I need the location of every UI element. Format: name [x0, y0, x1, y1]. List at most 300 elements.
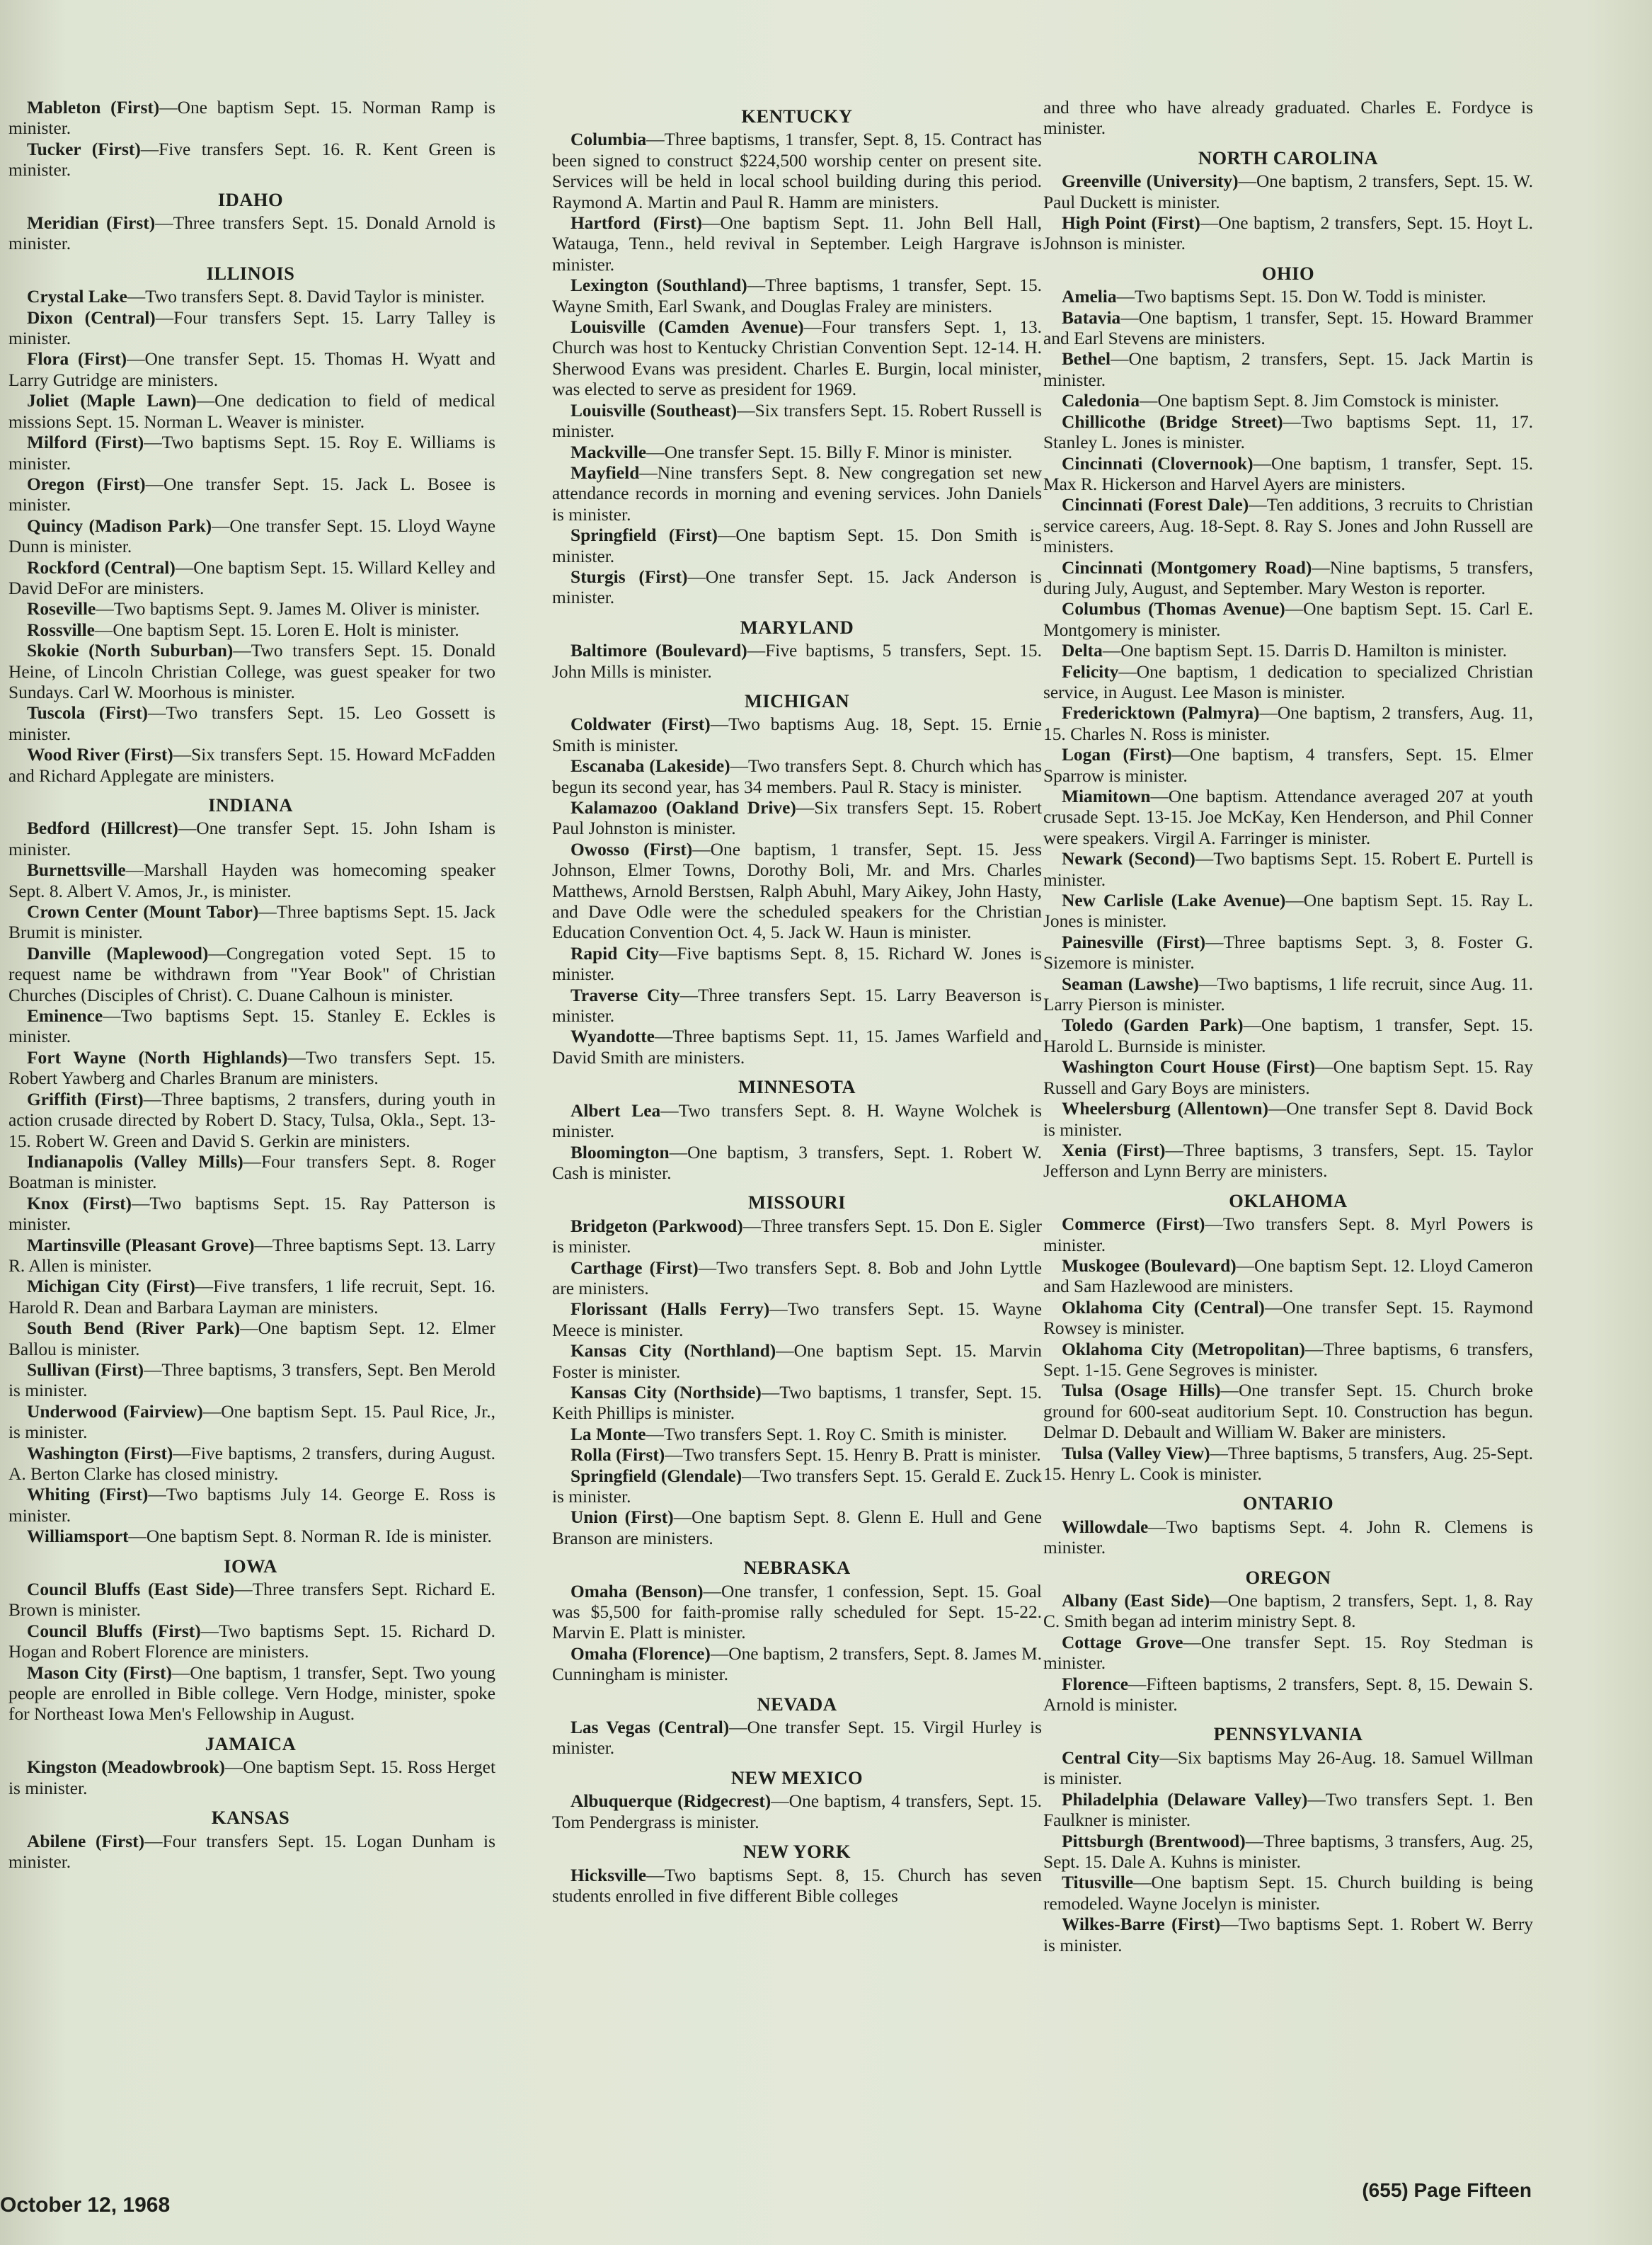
church-report [6, 860, 495, 902]
church-name: Rossville [27, 619, 95, 640]
report-text: —Two transfers Sept. 15. Robert Yawberg and Charles Branum are ministers. [8, 1047, 495, 1089]
church-report [6, 139, 495, 181]
report-text: —Two baptisms Sept. 11, 17. Stanley L. Jones is minister. [1043, 411, 1533, 453]
report-text: —One transfer Sept. 15. Virgil Hurley is minister. [552, 1718, 1042, 1759]
report-text: —Five baptisms Sept. 8, 15. Richard W. Jones is minister. [552, 943, 1043, 985]
report-text: —One transfer Sept 8. David Bock is minister. [1043, 1099, 1534, 1140]
report-text: —Three baptisms Sept. 3, 8. Foster G. Sizemore is minister. [1043, 932, 1533, 973]
report-text: —One transfer, 1 confession, Sept. 15. Goal was $5,500 for faith-promise rally scheduled for Sept. 15-22. Marvin E. Platt is minister. [552, 1581, 1042, 1643]
state-heading: NEW MEXICO [730, 1766, 864, 1788]
report-text: —Three baptisms, 6 transfers, Sept. 1-15. Gene Segroves is minister. [1043, 1339, 1533, 1380]
report-text: —Two baptisms Sept. 15. Roy E. Williams is minister. [8, 433, 495, 474]
church-report [552, 1445, 1042, 1466]
church-report [6, 1485, 495, 1526]
report-text: —Three transfers Sept. Richard E. Brown is minister. [8, 1580, 495, 1621]
church-report [1043, 1914, 1533, 1956]
church-report [552, 1791, 1042, 1833]
report-text: —Four transfers Sept. 15. Larry Talley is minister. [8, 307, 495, 349]
church-name: Cincinnati (Montgomery Road) [1062, 557, 1312, 578]
report-text: —Fifteen baptisms, 2 transfers, Sept. 8, 15. Dewain S. Arnold is minister. [1043, 1674, 1533, 1715]
report-text: —One baptism, 1 transfer, Sept. 15. Harold L. Burnside is minister. [1043, 1015, 1534, 1056]
report-text: —Two transfers Sept. 8. H. Wayne Wolchek is minister. [552, 1100, 1042, 1142]
report-text: —Ten additions, 3 recruits to Christian service careers, Aug. 18-Sept. 8. Ray S. Jones and John Russell are ministers. [1043, 495, 1533, 557]
report-text: —Four transfers Sept. 1, 13. Church was host to Kentucky Christian Convention Sept. 12-14. H. Sherwood Evans was president. Charles E. Burgin, local minister, was elected to serve as president for 1969. [552, 317, 1042, 400]
report-continuation: and three who have already graduated. Charles E. Fordyce is minister. [1043, 98, 1533, 139]
church-name: Kingston (Meadowbrook) [27, 1757, 225, 1778]
church-report [1043, 495, 1533, 557]
report-text: —Five baptisms, 5 transfers, Sept. 15. John Mills is minister. [552, 641, 1042, 682]
church-report [552, 840, 1042, 944]
church-name: Escanaba (Lakeside) [570, 756, 730, 777]
church-report [1043, 703, 1533, 745]
report-text: —Two baptisms Sept. 15. Stanley E. Eckles is minister. [8, 1006, 495, 1047]
church-report [6, 1444, 495, 1485]
church-name: High Point (First) [1062, 213, 1200, 234]
church-report [552, 1383, 1042, 1424]
church-name: Burnettsville [27, 860, 126, 881]
church-name: Kansas City (Northside) [570, 1382, 762, 1403]
report-text: —Three transfers Sept. 15. Larry Beaverson is minister. [552, 985, 1042, 1027]
report-text: —One transfer Sept. 15. Billy F. Minor is minister. [646, 442, 1013, 462]
report-text: —One baptism Sept. 8. Glenn E. Hull and Gene Branson are ministers. [552, 1507, 1042, 1548]
church-name: Miamitown [1062, 787, 1151, 806]
church-report [1043, 1298, 1533, 1339]
report-text: —Three baptisms, 1 transfer, Sept. 15. Wayne Smith, Earl Swank, and Douglas Fraley are ministers. [552, 275, 1042, 316]
church-name: Cottage Grove [1062, 1632, 1183, 1652]
report-text: —One transfer Sept. 15. Church broke ground for 600-seat auditorium Sept. 10. Construction has begun. Delmar D. Debault and William W. Baker are ministers. [1043, 1381, 1534, 1443]
church-name: Columbia [570, 130, 647, 150]
report-text: —One baptism, 3 transfers, Sept. 1. Robert W. Cash is minister. [552, 1142, 1042, 1183]
church-name: Greenville (University) [1062, 171, 1239, 192]
church-name: Eminence [27, 1006, 103, 1027]
church-name: Louisville (Southeast) [570, 400, 738, 421]
report-text: —One baptism, 2 transfers, Aug. 11, 15. Charles N. Ross is minister. [1043, 703, 1533, 744]
church-report [552, 1143, 1042, 1184]
church-name: Oklahoma City (Central) [1062, 1297, 1265, 1318]
church-report [6, 1152, 495, 1194]
church-report [1043, 287, 1533, 307]
report-text: —Four transfers Sept. 15. Logan Dunham is minister. [8, 1831, 495, 1872]
church-name: Mableton (First) [27, 98, 160, 118]
report-text: —One baptism, 1 transfer, Sept. 15. Howard Brammer and Earl Stevens are ministers. [1043, 307, 1533, 349]
church-report [1043, 558, 1533, 600]
report-text: —Three baptisms Sept. 13. Larry R. Allen is minister. [8, 1235, 496, 1276]
column-middle [552, 98, 1042, 1907]
church-name: Pittsburgh (Brentwood) [1062, 1831, 1246, 1851]
church-name: Dixon (Central) [27, 307, 156, 328]
church-report [6, 1580, 495, 1621]
church-name: Oklahoma City (Metropolitan) [1062, 1339, 1305, 1359]
report-text: —One baptism Sept. 15. Marvin Foster is minister. [552, 1341, 1042, 1382]
church-name: Florissant (Halls Ferry) [570, 1299, 770, 1320]
report-text: —Two baptisms Sept. 4. John R. Clemens is minister. [1043, 1516, 1533, 1558]
report-text: —Three transfers Sept. 15. Donald Arnold is minister. [8, 213, 496, 254]
church-report [6, 745, 495, 787]
church-name: Williamsport [27, 1526, 129, 1547]
report-text: —Two baptisms Aug. 18, Sept. 15. Ernie Smith is minister. [552, 714, 1043, 755]
report-text: —Two baptisms Sept. 15. Ray Patterson is minister. [8, 1193, 495, 1235]
report-text: —Five transfers Sept. 16. R. Kent Green is minister. [8, 139, 496, 181]
church-report [6, 620, 495, 641]
report-text: —One baptism Sept. 8. Norman R. Ide is minister. [128, 1526, 492, 1547]
church-report [552, 641, 1042, 682]
church-report [1043, 662, 1533, 704]
church-report [552, 463, 1042, 525]
state-heading: PENNSYLVANIA [1213, 1723, 1363, 1745]
church-report [1043, 974, 1533, 1016]
church-report [1043, 1015, 1533, 1057]
church-name: Omaha (Benson) [570, 1581, 704, 1601]
issue-date: October 12, 1968 [0, 2193, 171, 2217]
church-name: Hartford (First) [570, 213, 703, 234]
church-report [552, 756, 1042, 798]
report-text: —Two transfers Sept. 1. Roy C. Smith is minister. [646, 1424, 1007, 1444]
church-name: Oregon (First) [27, 474, 146, 494]
church-name: Springfield (Glendale) [570, 1466, 742, 1486]
report-text: —One baptism Sept. 12. Lloyd Cameron and Sam Hazlewood are ministers. [1043, 1255, 1533, 1297]
report-text: —One baptism Sept. 15. Ray Russell and Gary Boys are ministers. [1043, 1057, 1534, 1098]
state-heading: OHIO [1261, 262, 1315, 284]
church-report [1043, 412, 1533, 454]
church-name: Commerce (First) [1062, 1214, 1205, 1235]
church-report [6, 1402, 495, 1444]
church-report [1043, 1517, 1533, 1559]
church-name: Wood River (First) [27, 745, 173, 765]
church-report [6, 1663, 495, 1725]
state-heading: INDIANA [208, 794, 293, 816]
church-name: Rockford (Central) [27, 557, 176, 578]
report-text: —One baptism Sept. 15. Willard Kelley and David DeFor are ministers. [8, 557, 495, 598]
report-text: —One baptism, 2 transfers, Sept. 15. Hoyt L. Johnson is minister. [1043, 213, 1534, 254]
church-name: Tuscola (First) [27, 703, 149, 724]
state-heading: MICHIGAN [744, 690, 850, 712]
state-heading: NEBRASKA [743, 1557, 851, 1579]
church-report [1043, 1591, 1533, 1633]
church-report [6, 349, 495, 391]
report-text: —One baptism Sept. 15. Paul Rice, Jr., is minister. [8, 1401, 496, 1443]
church-report [6, 1318, 495, 1360]
report-text: —Three baptisms Sept. 15. Jack Brumit is minister. [8, 902, 495, 943]
report-text: —Three baptisms, 1 transfer, Sept. 8, 15. Contract has been signed to construct $224,500 worship center on present site. Services will be held in local school building during this period. Raymond A. Martin and Paul R. Hamm are ministers. [552, 130, 1042, 212]
church-report [1043, 1214, 1533, 1256]
state-heading: MINNESOTA [738, 1076, 856, 1098]
report-text: —Three baptisms, 3 transfers, Sept. 15. Taylor Jefferson and Lynn Berry are ministers. [1043, 1140, 1534, 1182]
church-name: Muskogee (Boulevard) [1062, 1255, 1237, 1276]
report-text: —One baptism Sept. 15. Church building is being remodeled. Wayne Jocelyn is minister. [1043, 1873, 1533, 1914]
report-text: —Four transfers Sept. 8. Roger Boatman is minister. [8, 1151, 495, 1193]
church-name: Cincinnati (Clovernook) [1062, 453, 1254, 474]
church-report [1043, 1790, 1533, 1832]
church-report [1043, 1633, 1533, 1674]
report-text: —One baptism Sept. 8. Jim Comstock is minister. [1140, 391, 1499, 411]
church-report [6, 1090, 495, 1152]
church-name: New Carlisle (Lake Avenue) [1062, 891, 1286, 911]
report-text: —One transfer Sept. 15. Raymond Rowsey is minister. [1043, 1297, 1533, 1339]
report-text: —Three baptisms, 3 transfers, Sept. Ben Merold is minister. [8, 1359, 495, 1401]
report-text: —Nine transfers Sept. 8. New congregation set new attendance records in morning and evening services. John Daniels is minister. [552, 462, 1042, 525]
church-name: Council Bluffs (East Side) [27, 1580, 235, 1600]
church-name: Titusville [1062, 1873, 1134, 1893]
state-heading: KENTUCKY [741, 105, 853, 127]
church-report [552, 213, 1042, 275]
church-name: Carthage (First) [570, 1257, 699, 1278]
report-text: —Three baptisms, 5 transfers, Aug. 25-Sept. 15. Henry L. Cook is minister. [1043, 1443, 1533, 1484]
church-name: Mason City (First) [27, 1662, 172, 1683]
church-name: Meridian (First) [27, 213, 156, 234]
church-name: Sullivan (First) [27, 1359, 144, 1380]
report-text: —Five baptisms, 2 transfers, during August. A. Berton Clarke has closed ministry. [8, 1443, 495, 1484]
report-text: —One transfer Sept. 15. Lloyd Wayne Dunn is minister. [8, 515, 495, 557]
report-text: —Two transfers Sept. 8. Myrl Powers is minister. [1043, 1214, 1533, 1255]
church-name: Joliet (Maple Lawn) [27, 391, 197, 411]
church-report [552, 525, 1042, 567]
state-heading: MARYLAND [740, 616, 854, 638]
state-heading: IOWA [224, 1555, 277, 1577]
church-report [552, 1101, 1042, 1143]
report-text: —One baptism, 1 dedication to specialized Christian service, in August. Lee Mason is minister. [1043, 661, 1533, 702]
church-name: Bedford (Hillcrest) [27, 818, 178, 839]
church-name: Mackville [570, 442, 647, 462]
church-name: Springfield (First) [570, 525, 718, 546]
church-report [552, 1424, 1042, 1445]
church-report [1043, 745, 1533, 787]
church-name: Kalamazoo (Oakland Drive) [570, 798, 796, 818]
church-report [6, 1006, 495, 1048]
church-report [6, 213, 495, 255]
church-report [552, 1341, 1042, 1383]
church-name: Felicity [1062, 661, 1119, 682]
church-name: Tulsa (Osage Hills) [1062, 1381, 1221, 1401]
church-report [1043, 349, 1533, 391]
report-text: —Two transfers Sept. 15. Gerald E. Zuck is minister. [552, 1466, 1042, 1507]
report-text: —Two baptisms Sept. 8, 15. Church has seven students enrolled in five different Bible colleges [552, 1865, 1042, 1906]
church-name: Seaman (Lawshe) [1062, 973, 1199, 994]
report-text: —One baptism, 1 transfer, Sept. 15. Jess Johnson, Elmer Towns, Dorothy Boli, Mr. and Mrs. Charles Matthews, Arnold Berstsen, Ralph Abuhl, Mary Aikey, John Hasty, and Dave Odle were the scheduled speakers for the Christian Education Convention Oct. 4, 5. Jack W. Haun is minister. [552, 839, 1043, 943]
column-left [6, 98, 495, 1873]
church-name: Michigan City (First) [27, 1276, 195, 1297]
report-text: —Two baptisms Sept. 15. Richard D. Hogan and Robert Florence are ministers. [8, 1621, 495, 1662]
church-name: Rapid City [570, 943, 659, 964]
church-name: Coldwater (First) [570, 714, 711, 735]
church-name: Roseville [27, 599, 96, 619]
church-name: South Bend (River Park) [27, 1318, 241, 1339]
church-report [6, 1832, 495, 1873]
report-text: —Two baptisms Sept. 1. Robert W. Berry is minister. [1043, 1914, 1533, 1955]
church-name: Martinsville (Pleasant Grove) [27, 1235, 255, 1255]
church-name: Hicksville [570, 1865, 647, 1885]
church-name: Council Bluffs (First) [27, 1621, 201, 1641]
church-report [6, 703, 495, 745]
church-name: Baltimore (Boulevard) [570, 641, 747, 661]
church-report [1043, 1099, 1533, 1141]
report-text: —Six transfers Sept. 15. Robert Paul Johnston is minister. [552, 798, 1042, 839]
report-text: —Two baptisms Sept. 15. Robert E. Purtell is minister. [1043, 849, 1533, 890]
church-name: Tulsa (Valley View) [1062, 1443, 1210, 1463]
church-report [1043, 1832, 1533, 1873]
church-name: Willowdale [1062, 1516, 1149, 1537]
church-name: Washington (First) [27, 1443, 173, 1463]
church-name: Albany (East Side) [1062, 1591, 1210, 1611]
report-text: —Two transfers Sept. 8. Bob and John Lyttle are ministers. [552, 1257, 1043, 1298]
report-text: —One baptism Sept. 12. Elmer Ballou is minister. [8, 1318, 495, 1359]
church-name: Indianapolis (Valley Mills) [27, 1151, 243, 1172]
state-heading: OKLAHOMA [1229, 1189, 1348, 1211]
church-name: Bethel [1062, 349, 1111, 370]
church-name: Lexington (Southland) [570, 275, 747, 296]
church-name: Traverse City [570, 985, 680, 1005]
report-text: —One baptism Sept. 15. Loren E. Holt is minister. [94, 619, 459, 640]
state-heading: IDAHO [217, 188, 284, 210]
church-name: Logan (First) [1062, 745, 1172, 765]
church-report [552, 567, 1042, 609]
church-name: Columbus (Thomas Avenue) [1062, 599, 1285, 619]
state-heading: KANSAS [211, 1807, 290, 1829]
report-text: —One baptism Sept. 15. Carl E. Montgomery is minister. [1043, 599, 1533, 640]
church-name: Albert Lea [570, 1100, 661, 1121]
church-report [552, 1582, 1042, 1644]
church-name: Washington Court House (First) [1062, 1057, 1316, 1078]
church-name: Knox (First) [27, 1193, 132, 1213]
report-text: —Two baptisms Sept. 15. Don W. Todd is minister. [1116, 287, 1486, 307]
church-report [1043, 1057, 1533, 1099]
church-report [6, 474, 495, 516]
report-text: —One baptism Sept. 15. Darris D. Hamilton is minister. [1102, 641, 1508, 661]
church-name: Underwood (Fairview) [27, 1401, 203, 1422]
report-text: —One baptism, 1 transfer, Sept. 15. Max R. Hickerson and Harvel Ayers are ministers. [1043, 453, 1534, 494]
church-report [552, 275, 1042, 317]
church-report [552, 1644, 1042, 1686]
church-report [552, 1027, 1042, 1068]
church-name: Quincy (Madison Park) [27, 515, 212, 536]
church-report [6, 1757, 495, 1799]
report-text: —One baptism, 2 transfers, Sept. 8. James M. Cunningham is minister. [552, 1643, 1042, 1685]
church-name: Union (First) [570, 1507, 674, 1528]
report-text: —One transfer Sept. 15. John Isham is minister. [8, 818, 495, 859]
church-report [552, 714, 1042, 756]
church-report [6, 433, 495, 474]
report-text: —Three baptisms Sept. 11, 15. James Warfield and David Smith are ministers. [552, 1027, 1042, 1068]
church-report [552, 1718, 1042, 1759]
report-text: —One baptism Sept. 15. Norman Ramp is minister. [8, 98, 495, 139]
church-name: Wyandotte [570, 1027, 655, 1047]
report-text: —One baptism Sept. 11. John Bell Hall, Watauga, Tenn., held revival in September. Leigh Hargrave is minister. [552, 213, 1043, 275]
church-report [6, 641, 495, 703]
church-report [552, 1258, 1042, 1300]
report-text: —Two baptisms July 14. George E. Ross is minister. [8, 1485, 495, 1526]
church-report [552, 1216, 1042, 1258]
church-name: Fredericktown (Palmyra) [1062, 703, 1260, 724]
church-name: Cincinnati (Forest Dale) [1062, 495, 1249, 515]
church-name: Griffith (First) [27, 1089, 144, 1109]
report-text: —One baptism, 2 transfers, Sept. 1, 8. Ray C. Smith began ad interim ministry Sept. 8. [1043, 1591, 1533, 1632]
church-report [6, 599, 495, 619]
report-text: —One baptism, 4 transfers, Sept. 15. Elmer Sparrow is minister. [1043, 745, 1534, 786]
report-text: —One baptism, 4 transfers, Sept. 15. Tom Pendergrass is minister. [552, 1791, 1042, 1832]
church-name: Albuquerque (Ridgecrest) [570, 1791, 771, 1812]
church-report [6, 1194, 495, 1235]
state-heading: ILLINOIS [206, 262, 295, 284]
church-name: Newark (Second) [1062, 849, 1195, 869]
church-report [1043, 891, 1533, 932]
report-text: —Two transfers Sept. 1. Ben Faulkner is minister. [1043, 1789, 1533, 1831]
church-name: Florence [1062, 1674, 1128, 1694]
church-name: Crown Center (Mount Tabor) [27, 902, 259, 922]
church-name: Philadelphia (Delaware Valley) [1062, 1789, 1308, 1810]
report-text: —Two transfers Sept. 15. Donald Heine, of Lincoln Christian College, was guest speaker for two Sundays. Carl W. Moorhous is minister. [8, 641, 495, 702]
report-text: —Two baptisms, 1 life recruit, since Aug. 11. Larry Pierson is minister. [1043, 973, 1533, 1015]
church-name: Louisville (Camden Avenue) [570, 317, 804, 338]
church-report [1043, 1873, 1533, 1914]
church-report [6, 1235, 495, 1277]
church-report [6, 516, 495, 558]
report-text: —Two transfers Sept. 15. Wayne Meece is minister. [552, 1299, 1042, 1340]
report-text: —Nine baptisms, 5 transfers, during July, August, and September. Mary Weston is reporter. [1043, 557, 1533, 598]
church-report [552, 1299, 1042, 1341]
church-report [6, 1621, 495, 1663]
church-name: Crystal Lake [27, 287, 127, 307]
page-number: (655) Page Fifteen [1362, 2179, 1532, 2201]
church-report [552, 944, 1042, 986]
church-name: Xenia (First) [1062, 1140, 1166, 1160]
church-name: Bridgeton (Parkwood) [570, 1216, 743, 1236]
church-report [552, 798, 1042, 840]
state-heading: JAMAICA [205, 1732, 297, 1754]
report-text: —Two transfers Sept. 8. David Taylor is minister. [127, 287, 485, 307]
church-name: Batavia [1062, 307, 1121, 328]
church-report [6, 98, 495, 139]
church-name: La Monte [570, 1424, 646, 1444]
report-text: —Six transfers Sept. 15. Howard McFadden and Richard Applegate are ministers. [8, 745, 495, 786]
report-text: —Congregation voted Sept. 15 to request name be withdrawn from "Year Book" of Christian Churches (Disciples of Christ). C. Duane Calhoun is minister. [8, 943, 495, 1005]
church-report [552, 1507, 1042, 1549]
church-report [6, 1276, 495, 1318]
report-text: —One baptism Sept. 15. Ray L. Jones is minister. [1043, 891, 1533, 932]
church-name: Rolla (First) [570, 1445, 665, 1466]
report-text: —Six transfers Sept. 15. Robert Russell is minister. [552, 400, 1042, 442]
church-report [1043, 1256, 1533, 1298]
church-report [552, 1866, 1042, 1907]
church-report [6, 287, 495, 307]
report-text: —One dedication to field of medical missions Sept. 15. Norman L. Weaver is minister. [8, 391, 495, 432]
report-text: —One transfer Sept. 15. Jack L. Bosee is minister. [8, 474, 495, 515]
report-text: —One baptism, 2 transfers, Sept. 15. Jack Martin is minister. [1043, 349, 1533, 390]
state-heading: NEVADA [757, 1693, 837, 1715]
church-report [1043, 1141, 1533, 1182]
church-report [6, 1360, 495, 1402]
report-text: —One transfer Sept. 15. Roy Stedman is minister. [1043, 1632, 1534, 1674]
report-text: —Two baptisms Sept. 9. James M. Oliver is minister. [96, 599, 480, 619]
church-report [6, 818, 495, 860]
report-text: —Two transfers Sept. 15. Henry B. Pratt is minister. [665, 1445, 1041, 1466]
church-report [1043, 1674, 1533, 1716]
church-name: Fort Wayne (North Highlands) [27, 1047, 288, 1068]
church-name: Central City [1062, 1747, 1160, 1768]
report-text: —One transfer Sept. 15. Thomas H. Wyatt and Larry Gutridge are ministers. [8, 349, 495, 390]
church-name: Wilkes-Barre (First) [1062, 1914, 1221, 1935]
church-report [1043, 391, 1533, 411]
report-text: —One baptism Sept. 15. Ross Herget is minister. [8, 1757, 495, 1798]
church-name: Danville (Maplewood) [27, 943, 209, 964]
church-name: Las Vegas (Central) [570, 1718, 730, 1738]
church-report [552, 317, 1042, 401]
church-name: Whiting (First) [27, 1485, 149, 1505]
column-right [1043, 98, 1533, 1956]
church-report [1043, 308, 1533, 350]
report-text: —Six baptisms May 26-Aug. 18. Samuel Willman is minister. [1043, 1747, 1534, 1789]
report-text: —Five transfers, 1 life recruit, Sept. 16. Harold R. Dean and Barbara Layman are ministers. [8, 1276, 495, 1318]
church-report [6, 902, 495, 944]
church-name: Tucker (First) [27, 139, 141, 159]
